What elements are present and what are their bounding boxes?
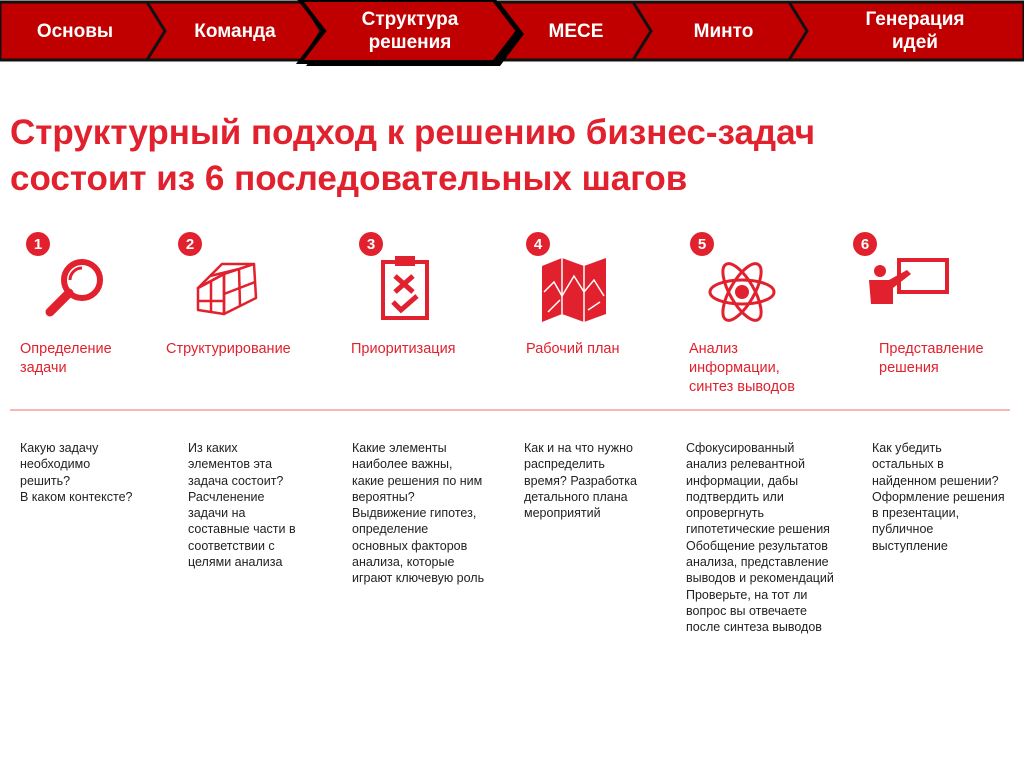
step-6-label: Представление решения bbox=[879, 341, 984, 376]
title-line-1: Структурный подход к решению бизнес-задач bbox=[10, 113, 816, 152]
magnifier-icon bbox=[40, 252, 110, 322]
step-1-label: Определение задачи bbox=[20, 341, 112, 376]
step-4 bbox=[526, 232, 701, 327]
section-divider bbox=[10, 409, 1010, 411]
step-number-badge: 1 bbox=[26, 232, 50, 256]
step-2 bbox=[178, 232, 353, 327]
step-3 bbox=[359, 232, 534, 327]
step-5-label: Анализ информации, синтез выводов bbox=[689, 341, 795, 395]
step-6-description: Как убедить остальных в найденном решении? Оформление решения в презентации, публичное выступление bbox=[872, 441, 1005, 553]
presenter-icon bbox=[867, 252, 957, 322]
top-navigation bbox=[0, 0, 1024, 66]
step-5 bbox=[690, 232, 865, 327]
step-4-label: Рабочий план bbox=[526, 341, 620, 357]
step-number-badge: 4 bbox=[526, 232, 550, 256]
nav-tab-minto[interactable]: Минто bbox=[693, 20, 754, 42]
step-number-badge: 3 bbox=[359, 232, 383, 256]
checklist-icon bbox=[373, 252, 443, 322]
map-icon bbox=[540, 252, 610, 322]
step-5-description: Сфокусированный анализ релевантной информации, дабы подтвердить или опровергнуть гипотетические решения Обобщение результатов анализа, представление выводов и рекомендаций Проверьте, на тот ли вопрос вы отвечаете после синтеза выводов bbox=[686, 441, 834, 635]
step-number-badge: 2 bbox=[178, 232, 202, 256]
page-title bbox=[10, 110, 1010, 202]
nav-tab-basics[interactable]: Основы bbox=[36, 20, 114, 42]
cube-grid-icon bbox=[192, 252, 262, 322]
nav-tab-idea-generation[interactable]: Генерация идей bbox=[865, 9, 965, 53]
nav-tab-team[interactable]: Команда bbox=[194, 20, 276, 42]
step-3-label: Приоритизация bbox=[351, 341, 456, 357]
step-number-badge: 5 bbox=[690, 232, 714, 256]
atom-icon bbox=[704, 252, 780, 328]
step-1 bbox=[26, 232, 201, 327]
step-2-label: Структурирование bbox=[166, 341, 291, 357]
step-2-description: Из каких элементов эта задача состоит? Расчленение задачи на составные части в соответствии с целями анализа bbox=[188, 441, 296, 570]
nav-tab-mece[interactable]: MECE bbox=[548, 20, 604, 42]
step-1-description: Какую задачу необходимо решить? В каком контексте? bbox=[20, 441, 133, 504]
nav-tab-solution-structure[interactable]: Структура решения bbox=[361, 9, 459, 53]
title-line-2: состоит из 6 последовательных шагов bbox=[10, 159, 688, 198]
step-4-description: Как и на что нужно распределить время? Разработка детального плана мероприятий bbox=[524, 441, 637, 521]
step-6 bbox=[853, 232, 1024, 327]
step-number-badge: 6 bbox=[853, 232, 877, 256]
step-3-description: Какие элементы наиболее важны, какие решения по ним вероятны? Выдвижение гипотез, определение основных факторов анализа, которые играют ключевую роль bbox=[352, 441, 485, 586]
